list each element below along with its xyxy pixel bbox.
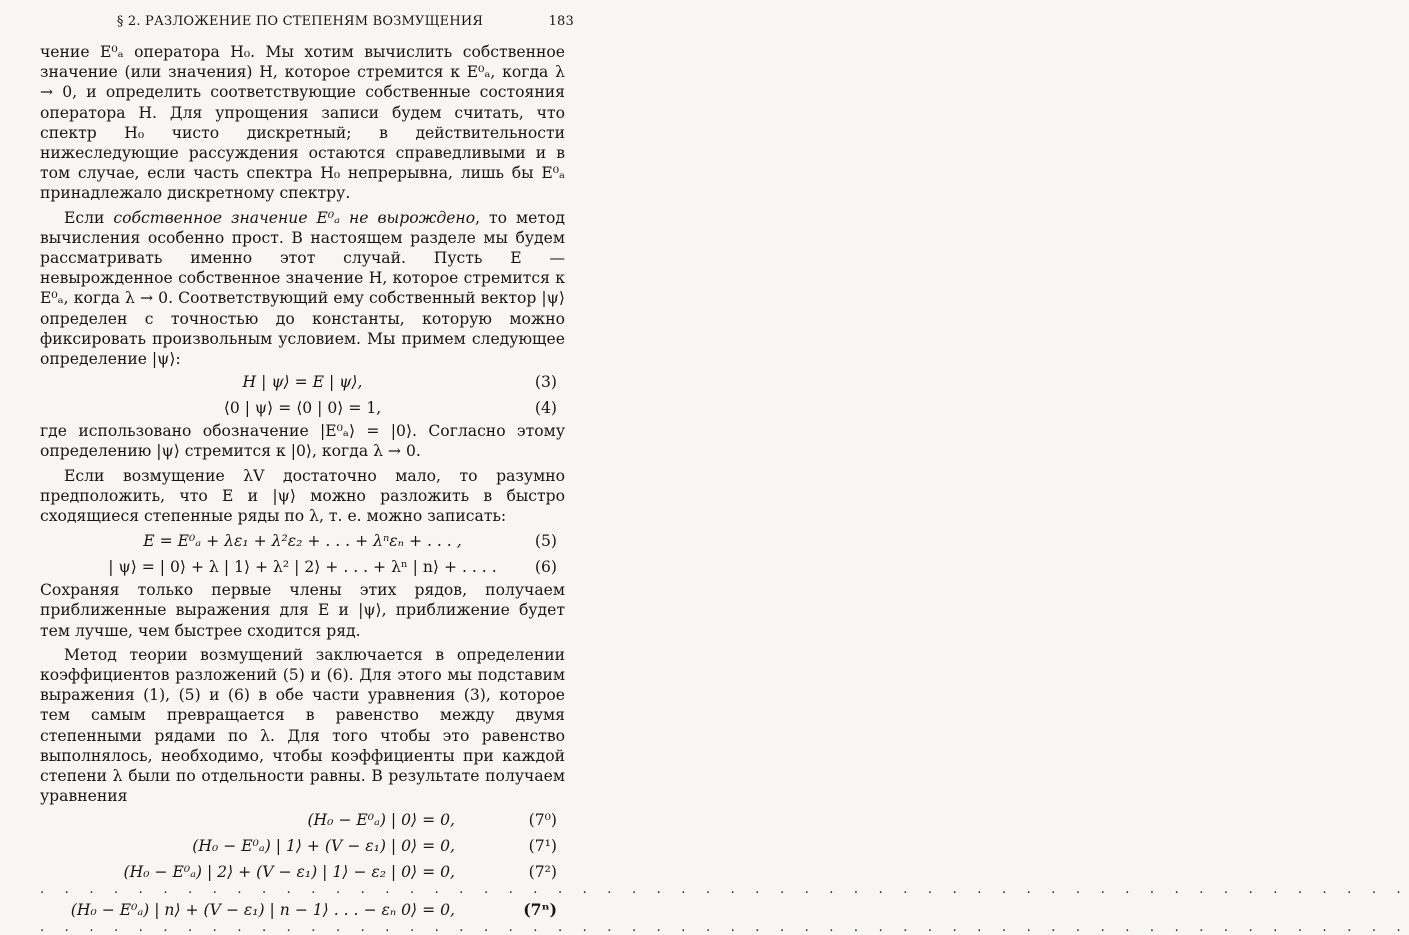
equation-5-expression: E = E⁰ₐ + λε₁ + λ²ε₂ + . . . + λⁿεₙ + . . . , <box>143 532 462 551</box>
equation-7-2-expression: (H₀ − E⁰ₐ) | 2⟩ + (V − ε₁) | 1⟩ − ε₂ | 0⟩ = 0, <box>123 862 455 881</box>
equation-7-0 <box>40 807 565 833</box>
paragraph-5: Сохраняя только первые члены этих рядов, получаем приближенные выражения для E и |ψ⟩, приближение будет тем лучше, чем быстрее сходится ряд. <box>40 581 565 640</box>
paragraph-2-rest: , то метод вычисления особенно прост. В настоящем разделе мы будем рассматривать именно этот случай. Пусть E — невырожденное собственное значение H, которое стремится к E⁰ₐ, когда λ → 0. Соответствующий ему собственный вектор |ψ⟩ определен с точностью до константы, которую можно фиксировать произвольным условием. Мы примем следующее определение |ψ⟩: <box>40 208 565 369</box>
section-title: § 2. РАЗЛОЖЕНИЕ ПО СТЕПЕНЯМ ВОЗМУЩЕНИЯ <box>116 14 484 29</box>
equation-7-n-expression: (H₀ − E⁰ₐ) | n⟩ + (V − ε₁) | n − 1⟩ . . . − εₙ 0⟩ = 0, <box>70 900 455 919</box>
paragraph-2 <box>40 208 565 370</box>
equation-7-0-expression: (H₀ − E⁰ₐ) | 0⟩ = 0, <box>307 810 455 829</box>
paragraph-1: чение E⁰ₐ оператора H₀. Мы хотим вычислить собственное значение (или значения) H, которое стремится к E⁰ₐ, когда λ → 0, и определить соответствующие собственные состояния оператора H. Для упрощения записи будем считать, что спектр H₀ чисто дискретный; в действительности нижеследующие рассуждения остаются справедливыми и в том случае, если часть спектра H₀ непрерывна, лишь бы E⁰ₐ принадлежало дискретному спектру. <box>40 43 565 203</box>
paragraph-2-start: Если <box>64 208 105 227</box>
equation-6 <box>40 554 565 580</box>
ellipsis-dot-row-2: . . . . . . . . . . . . . . . . . . . . . . . . . . . . . . . . . . . . . . . . . . . . . . . . . . . . . . . . <box>40 919 1409 935</box>
paragraph-4: Если возмущение λV достаточно мало, то разумно предположить, что E и |ψ⟩ можно разложить в быстро сходящиеся степенные ряды по λ, т. е. можно записать: <box>40 466 565 526</box>
ellipsis-dot-row-1: . . . . . . . . . . . . . . . . . . . . . . . . . . . . . . . . . . . . . . . . . . . . . . . . . . . . . . . . <box>40 881 1409 897</box>
nondegenerate-emphasis: собственное значение E⁰ₐ не вырождено <box>113 208 476 227</box>
equation-3 <box>40 369 565 395</box>
equation-4-expression: ⟨0 | ψ⟩ = ⟨0 | 0⟩ = 1, <box>223 399 382 418</box>
equation-7-0-label: (7⁰) <box>528 810 557 829</box>
page-number: 183 <box>548 14 574 29</box>
equation-5 <box>40 528 565 554</box>
equation-6-expression: | ψ⟩ = | 0⟩ + λ | 1⟩ + λ² | 2⟩ + . . . + λⁿ | n⟩ + . . . . <box>108 558 497 577</box>
equation-7-1-expression: (H₀ − E⁰ₐ) | 1⟩ + (V − ε₁) | 0⟩ = 0, <box>192 836 455 855</box>
equation-7-n-label: (7ⁿ) <box>523 899 557 919</box>
equation-7-1-label: (7¹) <box>528 836 557 855</box>
paragraph-3: где использовано обозначение |E⁰ₐ⟩ = |0⟩. Согласно этому определению |ψ⟩ стремится к |0⟩, когда λ → 0. <box>40 422 565 461</box>
equation-7-2-label: (7²) <box>528 862 557 881</box>
equation-3-label: (3) <box>534 373 557 392</box>
equation-5-label: (5) <box>534 532 557 551</box>
running-head <box>0 14 600 36</box>
equation-4-label: (4) <box>534 399 557 418</box>
equation-7-1 <box>40 833 565 859</box>
equation-6-label: (6) <box>534 558 557 577</box>
equation-7-n <box>40 897 565 923</box>
page-body <box>40 42 1409 935</box>
equation-4 <box>40 395 565 421</box>
equation-7-2 <box>40 859 565 885</box>
paragraph-6: Метод теории возмущений заключается в определении коэффициентов разложений (5) и (6). Для этого мы подставим выражения (1), (5) и (6) в обе части уравнения (3), которое тем самым превращается в равенство между двумя степенными рядами по λ. Для того чтобы это равенство выполнялось, необходимо, чтобы коэффициенты при каждой степени λ были по отдельности равны. В результате получаем уравнения <box>40 645 565 806</box>
equation-3-expression: H | ψ⟩ = E | ψ⟩, <box>242 373 363 392</box>
